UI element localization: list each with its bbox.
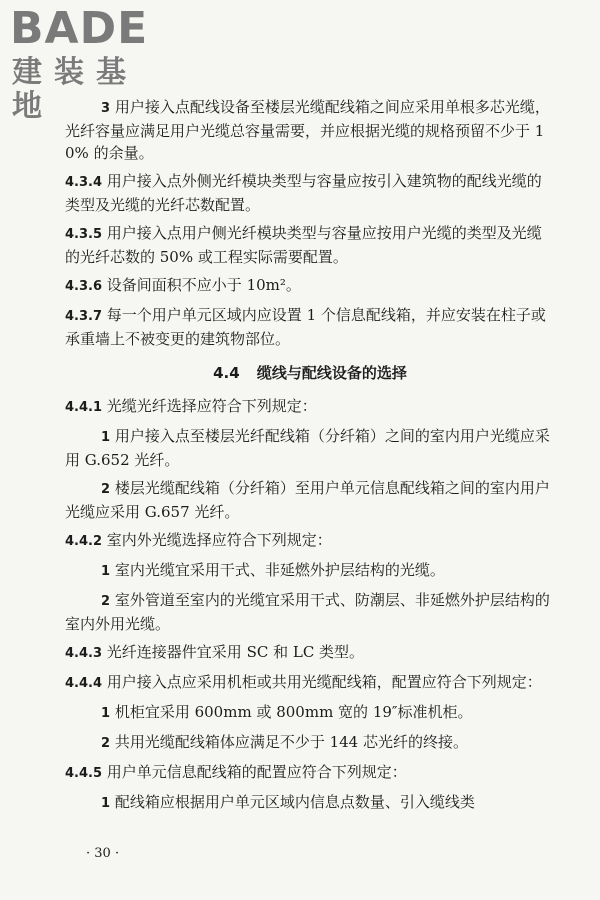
item-number: 1	[101, 796, 111, 811]
paragraph-text: 设备间面积不应小于 10m²。	[106, 276, 301, 294]
document-body	[65, 96, 555, 821]
logo-wordmark: BADE	[10, 3, 149, 54]
paragraph-4-4-2-item-1	[65, 559, 555, 583]
clause-number: 4.3.6	[65, 279, 103, 294]
item-number: 1	[101, 430, 111, 445]
item-number: 2	[101, 482, 111, 497]
paragraph-4-4-4-item-2	[65, 731, 555, 755]
paragraph-4-4-1-item-1	[65, 425, 555, 471]
paragraph-text: 光缆光纤选择应符合下列规定：	[106, 397, 317, 415]
paragraph-text: 用户接入点至楼层光纤配线箱（分纤箱）之间的室内用户光缆应采用 G.652 光纤。	[65, 427, 550, 469]
paragraph-4-4-5	[65, 761, 555, 785]
paragraph-text: 共用光缆配线箱体应满足不少于 144 芯光纤的终接。	[114, 733, 468, 751]
paragraph-text: 光纤连接器件宜采用 SC 和 LC 类型。	[106, 643, 365, 661]
item-number: 1	[101, 706, 111, 721]
paragraph-4-4-2	[65, 529, 555, 553]
item-number: 3	[101, 101, 111, 116]
paragraph-text: 室内光缆宜采用干式、非延燃外护层结构的光缆。	[114, 561, 445, 579]
item-number: 1	[101, 564, 111, 579]
bade-logo	[8, 3, 178, 124]
logo-subtitle: 建装基地	[12, 55, 138, 124]
page-number: · 30 ·	[86, 846, 120, 861]
paragraph-4-3-6	[65, 274, 555, 298]
paragraph-4-3-3-item-3	[65, 96, 555, 164]
clause-number: 4.3.7	[65, 309, 103, 324]
paragraph-text: 楼层光缆配线箱（分纤箱）至用户单元信息配线箱之间的室内用户光缆应采用 G.657 光纤。	[65, 479, 550, 521]
paragraph-4-4-5-item-1	[65, 791, 555, 815]
paragraph-text: 用户接入点应采用机柜或共用光缆配线箱，配置应符合下列规定：	[106, 673, 542, 691]
paragraph-4-4-4	[65, 671, 555, 695]
paragraph-text: 用户接入点外侧光纤模块类型与容量应按引入建筑物的配线光缆的类型及光缆的光纤芯数配置。	[65, 172, 542, 214]
paragraph-text: 每一个用户单元区域内应设置 1 个信息配线箱，并应安装在柱子或承重墙上不被变更的建筑物部位。	[65, 306, 546, 348]
paragraph-4-3-4	[65, 170, 555, 216]
paragraph-text: 用户接入点配线设备至楼层光缆配线箱之间应采用单根多芯光缆，光纤容量应满足用户光缆总容量需要，并应根据光缆的规格预留不少于 10% 的余量。	[65, 98, 550, 162]
paragraph-4-4-1	[65, 395, 555, 419]
paragraph-text: 室内外光缆选择应符合下列规定：	[106, 531, 332, 549]
section-title: 缆线与配线设备的选择	[256, 364, 407, 382]
paragraph-group-4-3	[65, 96, 555, 350]
paragraph-4-3-7	[65, 304, 555, 350]
paragraph-text: 配线箱应根据用户单元区域内信息点数量、引入缆线类	[114, 793, 475, 811]
paragraph-4-4-2-item-2	[65, 589, 555, 635]
paragraph-text: 机柜宜采用 600mm 或 800mm 宽的 19″标准机柜。	[114, 703, 473, 721]
clause-number: 4.3.5	[65, 227, 103, 242]
section-number: 4.4	[213, 364, 240, 382]
clause-number: 4.4.3	[65, 646, 103, 661]
paragraph-4-4-1-item-2	[65, 477, 555, 523]
paragraph-4-3-5	[65, 222, 555, 268]
paragraph-text: 用户单元信息配线箱的配置应符合下列规定：	[106, 763, 407, 781]
paragraph-text: 用户接入点用户侧光纤模块类型与容量应按用户光缆的类型及光缆的光纤芯数的 50% 或工程实际需要配置。	[65, 224, 542, 266]
clause-number: 4.4.5	[65, 766, 103, 781]
item-number: 2	[101, 736, 111, 751]
paragraph-4-4-4-item-1	[65, 701, 555, 725]
clause-number: 4.4.4	[65, 676, 103, 691]
paragraph-text: 室外管道至室内的光缆宜采用干式、防潮层、非延燃外护层结构的室内外用光缆。	[65, 591, 550, 633]
clause-number: 4.3.4	[65, 175, 103, 190]
clause-number: 4.4.2	[65, 534, 103, 549]
paragraph-group-4-4	[65, 395, 555, 815]
paragraph-4-4-3	[65, 641, 555, 665]
section-heading-4-4	[65, 362, 555, 383]
clause-number: 4.4.1	[65, 400, 103, 415]
item-number: 2	[101, 594, 111, 609]
